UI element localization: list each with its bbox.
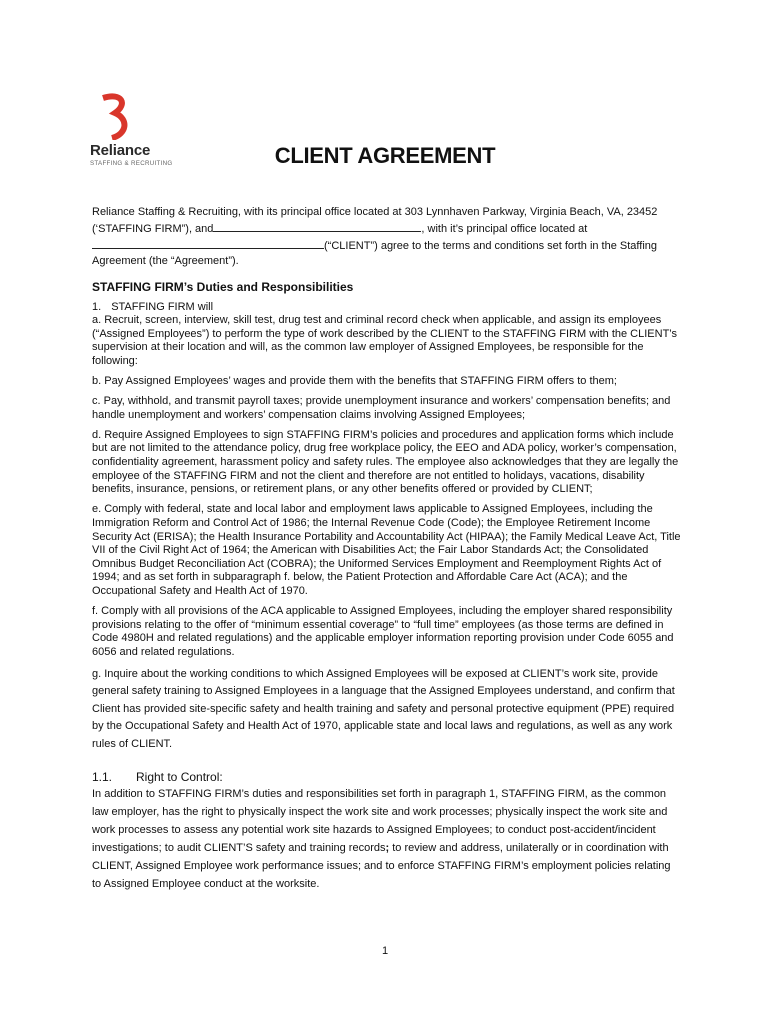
paragraph-e: e. Comply with federal, state and local labor and employment laws applicable to Assigned Employees, including the Immigration Reform and Control Act of 1986; the Internal Revenue Code (Code); the Employee Retirement Income Security Act (ERISA); the Health Insurance Portability and Accountability Act (HIPAA); the Family Medical Leave Act, Title VII of the Civil Right Act of 1964; the American with Disabilities Act; the Fair Labor Standards Act; the Consolidated Omnibus Budget Reconciliation Act (COBRA); the Uniformed Services Employment and Reemployment Rights Act of 1994; and as set forth in subparagraph f. below, the Patient Protection and Affordable Care Act (ACA); and the Occupational Safety and Health Act of 1970. [92, 503, 681, 597]
paragraph-c: c. Pay, withhold, and transmit payroll taxes; provide unemployment insurance and workers’ compensation benefits; and handle unemployment and workers’ compensation claims involving Assigned Employees; [92, 395, 671, 421]
document-title: CLIENT AGREEMENT [274, 143, 496, 168]
section-heading: STAFFING FIRM’s Duties and Responsibilities [92, 280, 354, 294]
intro-text-2: , with it’s principal office located at [421, 223, 588, 235]
client-address-blank[interactable] [92, 237, 324, 249]
paragraph-g: g. Inquire about the working conditions to which Assigned Employees will be exposed at CLIENT’s work site, provide general safety training to Assigned Employees in a language that the Assigned Employees understand, and confirm that Client has provided site-specific safety and health training and safety and personal protective equipment (PPE) required by the Occupational Safety and Health Act of 1970, applicable state and local laws and regulations, as well as any work rules of CLIENT. [92, 667, 675, 750]
page-number: 1 [381, 945, 389, 957]
intro-text-1: Reliance Staffing & Recruiting, with its principal office located at 303 Lynnhaven Parkway, Virginia Beach, VA, 23452 (‘STAFFING FIRM”), and [92, 206, 658, 235]
client-name-blank[interactable] [213, 220, 421, 232]
sub-section-text-1: In addition to STAFFING FIRM’s duties and responsibilities set forth in paragraph 1, STAFFING FIRM, as the common law employer, has the right to physically inspect the work site and work processes; physically inspect the work site and work processes to assess any potential work site hazards to Assigned Employees; to conduct post-accident/incident investigations; to audit CLIENT’S safety and training records [92, 787, 668, 854]
sub-section-text-2: to review and address, unilaterally or in coordination with CLIENT, Assigned Employee work performance issues; and to enforce STAFFING FIRM’s employment policies relating to Assigned Employee conduct at the worksite. [92, 841, 671, 890]
item-1-text: STAFFING FIRM will [111, 300, 214, 313]
paragraph-a: a. Recruit, screen, interview, skill test, drug test and criminal record check when applicable, and assign its employees (“Assigned Employees”) to perform the type of work described by the CLIENT to the STAFFING FIRM with the CLIENT’s supervision at their location and will, as the common law employer of Assigned Employees, be responsible for the following: [92, 314, 678, 367]
paragraph-d: d. Require Assigned Employees to sign STAFFING FIRM’s policies and procedures and application forms which include but are not limited to the attendance policy, drug free workplace policy, the EEO and ADA policy, worker’s compensation, confidentiality agreement, harassment policy and safety rules. The employee also acknowledges that they are legally the employee of the STAFFING FIRM and not the client and therefore are not entitled to holidays, vacations, disability benefits, insurance, pensions, or retirement plans, or any other benefits offered or provided by CLIENT; [92, 428, 679, 496]
sub-section-number: 1.1. [92, 770, 113, 785]
logo-name: Reliance [90, 142, 151, 159]
bold-semicolon: ; [385, 841, 390, 854]
paragraph-f: f. Comply with all provisions of the ACA applicable to Assigned Employees, including the employer shared responsibility provisions relating to the offer of “minimum essential coverage” to “full time” employees (as those terms are defined in Code 4980H and related regulations) and the applicable employer information reporting provision under Code 6055 and 6056 and related regulations. [92, 604, 674, 658]
paragraph-b: b. Pay Assigned Employees’ wages and provide them with the benefits that STAFFING FIRM offers to them; [92, 375, 617, 388]
sub-section-title: Right to Control: [136, 770, 223, 785]
item-1 [92, 301, 682, 315]
document-body [92, 205, 682, 899]
sub-section-text [92, 785, 682, 893]
intro-paragraph [92, 205, 682, 269]
logo-tagline: STAFFING & RECRUITING [90, 160, 173, 167]
reliance-r-logo-icon [98, 92, 132, 140]
intro-text-3: (“CLIENT”) agree to the terms and conditions set forth in the Staffing Agreement (the “Agreement”). [92, 240, 658, 267]
item-1-number: 1. [92, 300, 102, 313]
sub-section-heading [92, 771, 682, 785]
